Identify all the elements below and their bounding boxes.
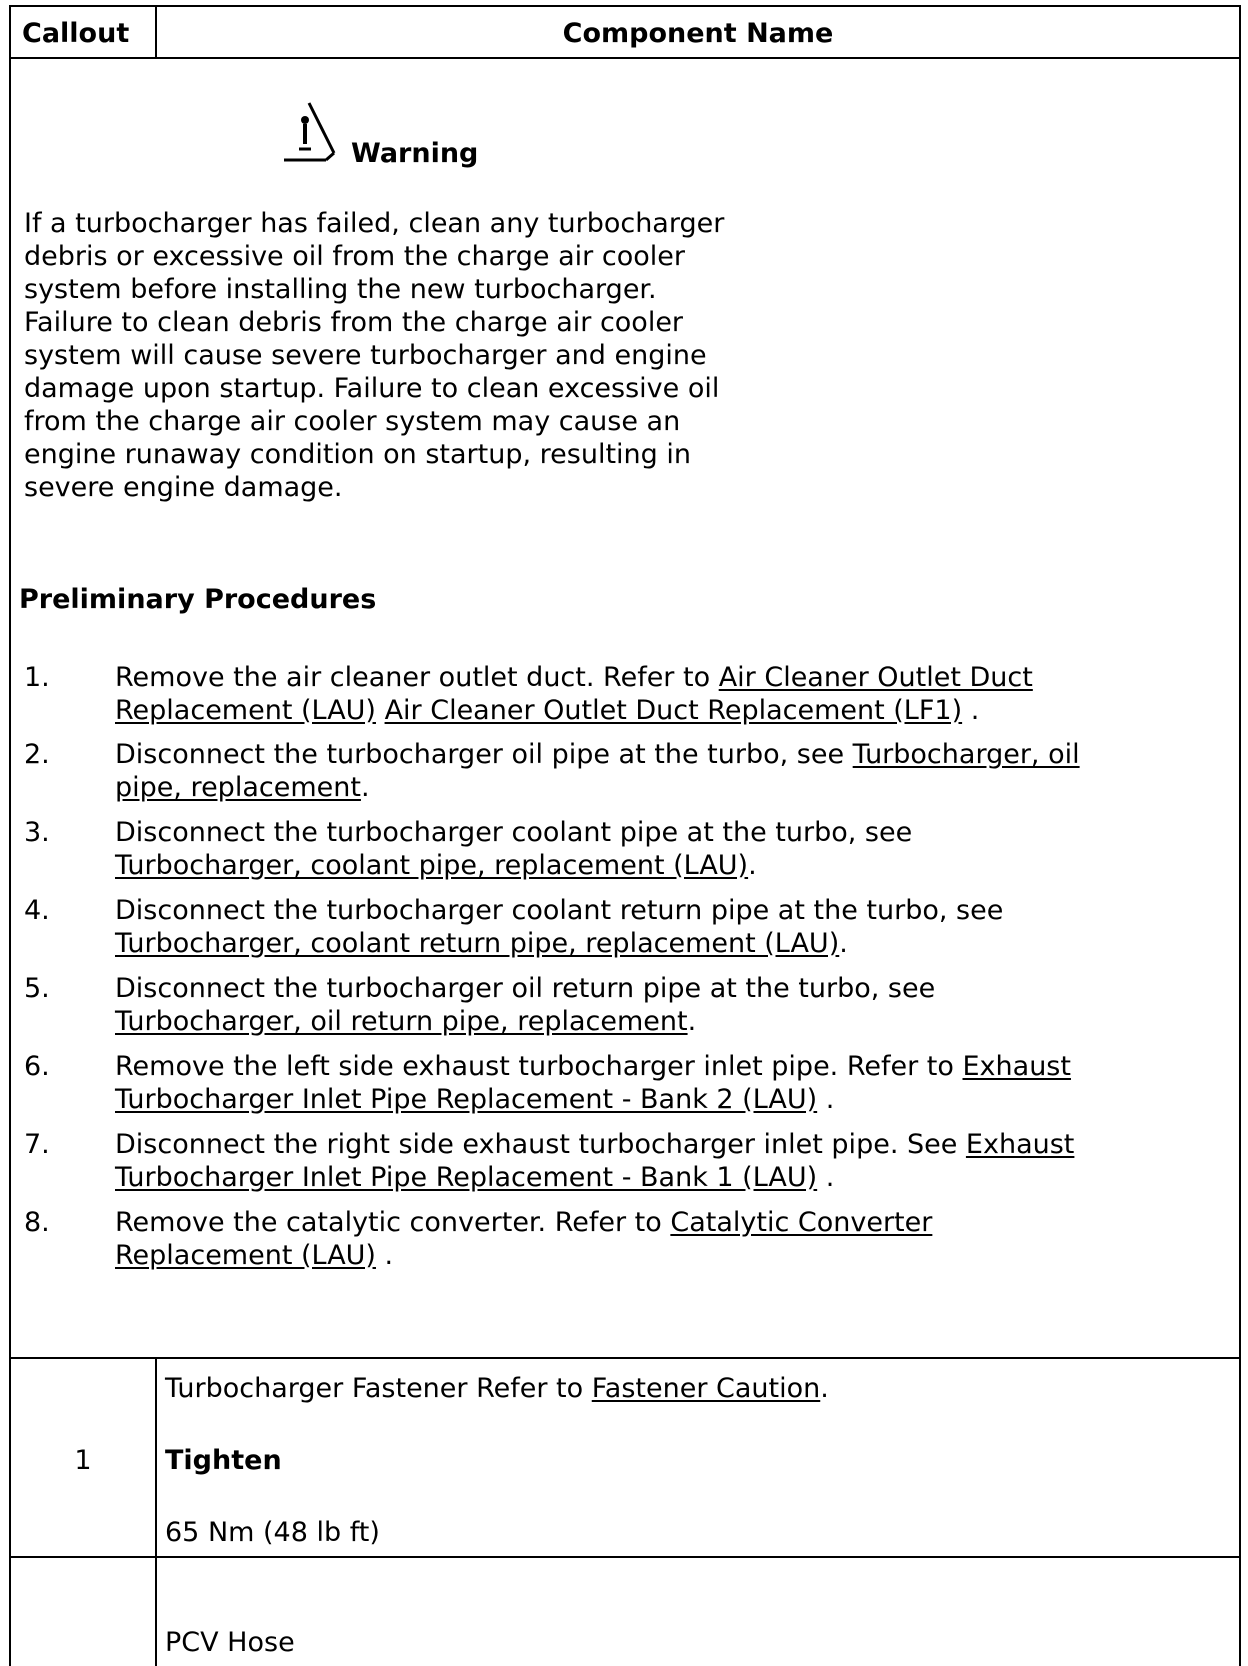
turbo-oil-return-pipe-link[interactable]: Turbocharger, oil return pipe, replacement	[115, 1006, 688, 1037]
step-text: Remove the catalytic converter. Refer to	[115, 1207, 671, 1238]
step-line	[115, 1005, 696, 1038]
procedures-bottom-border	[9, 1357, 1241, 1359]
warning-line: If a turbocharger has failed, clean any turbocharger	[24, 208, 725, 239]
step-line	[115, 1083, 834, 1116]
step-line	[115, 1128, 1074, 1161]
step-line	[115, 771, 370, 804]
table-right-border	[1239, 5, 1241, 1666]
step-number: 2.	[24, 739, 50, 770]
step-text: Disconnect the turbocharger coolant pipe at the turbo, see	[115, 817, 913, 848]
turbo-coolant-return-pipe-link[interactable]: Turbocharger, coolant return pipe, replacement (LAU)	[115, 928, 840, 959]
step-text: Remove the left side exhaust turbocharger inlet pipe. Refer to	[115, 1051, 963, 1082]
step-text: Disconnect the turbocharger coolant return pipe at the turbo, see	[115, 895, 1004, 926]
turbo-oil-pipe-link[interactable]: Turbocharger, oil	[852, 739, 1080, 770]
warning-line: Failure to clean debris from the charge air cooler	[24, 307, 684, 338]
step-text: .	[962, 695, 980, 726]
step-line	[115, 894, 1003, 927]
step-line	[115, 661, 1033, 694]
step-text	[376, 695, 385, 726]
warning-line: from the charge air cooler system may cause an	[24, 406, 681, 437]
air-cleaner-duct-link[interactable]: Replacement (LAU)	[115, 695, 376, 726]
warning-line: damage upon startup. Failure to clean excessive oil	[24, 373, 720, 404]
tighten-label: Tighten	[165, 1445, 282, 1476]
warning-title: Warning	[351, 138, 479, 169]
step-line	[115, 927, 848, 960]
warning-line: debris or excessive oil from the charge air cooler	[24, 241, 685, 272]
step-number: 4.	[24, 895, 50, 926]
warning-line: system will cause severe turbocharger and engine	[24, 340, 707, 371]
step-text: Disconnect the turbocharger oil return pipe at the turbo, see	[115, 973, 936, 1004]
step-text: .	[817, 1084, 835, 1115]
step-line	[115, 816, 912, 849]
step-text: .	[748, 850, 757, 881]
component-line	[165, 1372, 829, 1405]
component-name: PCV Hose	[165, 1627, 295, 1658]
component-text: .	[820, 1373, 829, 1404]
inlet-pipe-bank1-link[interactable]: Exhaust	[965, 1129, 1075, 1160]
table-left-border	[9, 5, 11, 1666]
warning-line: severe engine damage.	[24, 472, 343, 503]
step-text: .	[839, 928, 848, 959]
step-line	[115, 738, 1080, 771]
inlet-pipe-bank1-link[interactable]: Turbocharger Inlet Pipe Replacement - Bank 1 (LAU)	[115, 1162, 818, 1193]
torque-spec: 65 Nm (48 lb ft)	[165, 1517, 380, 1548]
step-line	[115, 694, 979, 727]
step-text: .	[375, 1240, 394, 1271]
air-cleaner-duct-lf1-link[interactable]: Air Cleaner Outlet Duct Replacement (LF1)	[384, 695, 963, 726]
step-line	[115, 972, 935, 1005]
step-line	[115, 1206, 932, 1239]
catalytic-converter-link[interactable]: Replacement (LAU)	[115, 1240, 376, 1271]
step-number: 6.	[24, 1051, 50, 1082]
turbo-coolant-pipe-link[interactable]: Turbocharger, coolant pipe, replacement (LAU)	[115, 850, 749, 881]
warning-triangle-icon	[282, 100, 340, 164]
step-text: Remove the air cleaner outlet duct. Refer to	[115, 662, 719, 693]
step-line	[115, 1161, 834, 1194]
table-top-border	[9, 5, 1241, 7]
step-text: .	[687, 1006, 697, 1037]
step-number: 3.	[24, 817, 50, 848]
inlet-pipe-bank2-link[interactable]: Exhaust	[962, 1051, 1071, 1082]
header-bottom-border	[9, 57, 1241, 59]
header-component-name: Component Name	[562, 18, 834, 49]
step-text: .	[817, 1162, 835, 1193]
step-number: 1.	[24, 662, 50, 693]
preliminary-procedures-title: Preliminary Procedures	[19, 584, 377, 615]
step-text: .	[360, 772, 370, 803]
warning-line: engine runaway condition on startup, resulting in	[24, 439, 691, 470]
step-line	[115, 849, 757, 882]
header-callout: Callout	[22, 18, 130, 49]
step-number: 8.	[24, 1207, 50, 1238]
component-text: Turbocharger Fastener Refer to	[165, 1373, 592, 1404]
catalytic-converter-link[interactable]: Catalytic Converter	[670, 1207, 933, 1238]
fastener-caution-link[interactable]: Fastener Caution	[591, 1373, 821, 1404]
row-column-divider	[155, 1357, 157, 1666]
step-text: Disconnect the right side exhaust turbocharger inlet pipe. See	[115, 1129, 966, 1160]
step-number: 5.	[24, 973, 50, 1004]
step-line	[115, 1050, 1071, 1083]
inlet-pipe-bank2-link[interactable]: Turbocharger Inlet Pipe Replacement - Bank 2 (LAU)	[115, 1084, 818, 1115]
row-callout-number: 1	[74, 1445, 92, 1476]
step-number: 7.	[24, 1129, 50, 1160]
turbo-oil-pipe-link[interactable]: pipe, replacement	[115, 772, 361, 803]
step-text: Disconnect the turbocharger oil pipe at the turbo, see	[115, 739, 853, 770]
step-line	[115, 1239, 393, 1272]
row1-bottom-border	[9, 1556, 1241, 1558]
air-cleaner-duct-link[interactable]: Air Cleaner Outlet Duct	[718, 662, 1033, 693]
warning-line: system before installing the new turbocharger.	[24, 274, 657, 305]
